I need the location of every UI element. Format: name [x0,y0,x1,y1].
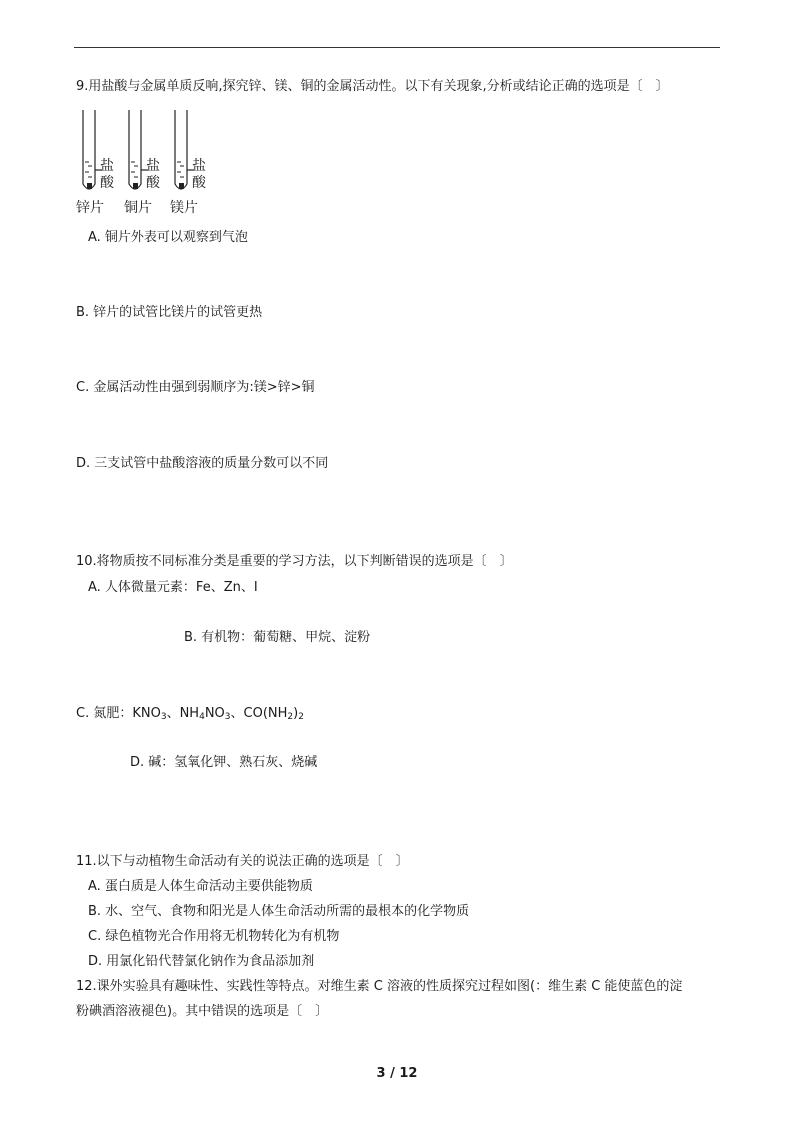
q10-c-mid4: ) [293,706,299,721]
q9-option-a: A. 铜片外表可以观察到气泡 [88,230,248,245]
q10-c-mid2: NO [204,706,225,721]
q10-option-a: A. 人体微量元素：Fe、Zn、I [88,580,258,595]
q9-option-d: D. 三支试管中盐酸溶液的质量分数可以不同 [76,456,329,471]
tube-label-copper: 铜片 [124,200,152,216]
zinc-piece-icon [87,183,92,189]
sub-2b: 2 [298,712,304,722]
q10-option-c [76,705,304,723]
sub-2: 2 [287,712,294,722]
q12-stem-line-1: 12.课外实验具有趣味性、实践性等特点。对维生素 C 溶液的性质探究过程如图(：维生素 C 能使蓝色的淀 [76,979,683,994]
q11-option-b: B. 水、空气、食物和阳光是人体生命活动所需的最根本的化学物质 [88,904,470,919]
q9-option-b: B. 锌片的试管比镁片的试管更热 [76,305,263,320]
magnesium-piece-icon [179,183,184,189]
q10-stem: 10.将物质按不同标准分类是重要的学习方法，以下判断错误的选项是〔 〕 [76,554,513,569]
acid-label-1: 盐酸 [100,158,114,191]
tube-label-zinc: 锌片 [76,200,104,216]
acid-label-3: 盐酸 [192,158,206,191]
q10-c-prefix: C. 氮肥：KNO [76,706,161,721]
acid-label-2: 盐酸 [146,158,160,191]
sub-3b: 3 [224,712,231,722]
q10-option-d: D. 碱：氢氧化钾、熟石灰、烧碱 [130,755,318,770]
q11-option-d: D. 用氯化铅代替氯化钠作为食品添加剂 [88,954,315,969]
sub-4: 4 [199,712,205,722]
q10-c-mid3: 、CO(NH [230,706,288,721]
q11-stem: 11.以下与动植物生命活动有关的说法正确的选项是〔 〕 [76,854,409,869]
page-number: 3 / 12 [376,1066,418,1081]
copper-piece-icon [133,183,138,189]
q10-c-mid1: 、NH [166,706,200,721]
sub-3: 3 [160,712,167,722]
q12-stem-line-2: 粉碘酒溶液褪色)。其中错误的选项是〔 〕 [76,1004,329,1019]
test-tube-figure [76,108,216,220]
header-rule [74,47,720,48]
tube-label-magnesium: 镁片 [170,200,198,216]
q11-option-c: C. 绿色植物光合作用将无机物转化为有机物 [88,929,340,944]
q11-option-a: A. 蛋白质是人体生命活动主要供能物质 [88,879,313,894]
q10-option-b: B. 有机物：葡萄糖、甲烷、淀粉 [184,630,371,645]
q9-stem: 9.用盐酸与金属单质反响,探究锌、镁、铜的金属活动性。以下有关现象,分析或结论正确的选项是〔 〕 [76,79,669,94]
q9-option-c: C. 金属活动性由强到弱顺序为:镁>锌>铜 [76,380,315,395]
